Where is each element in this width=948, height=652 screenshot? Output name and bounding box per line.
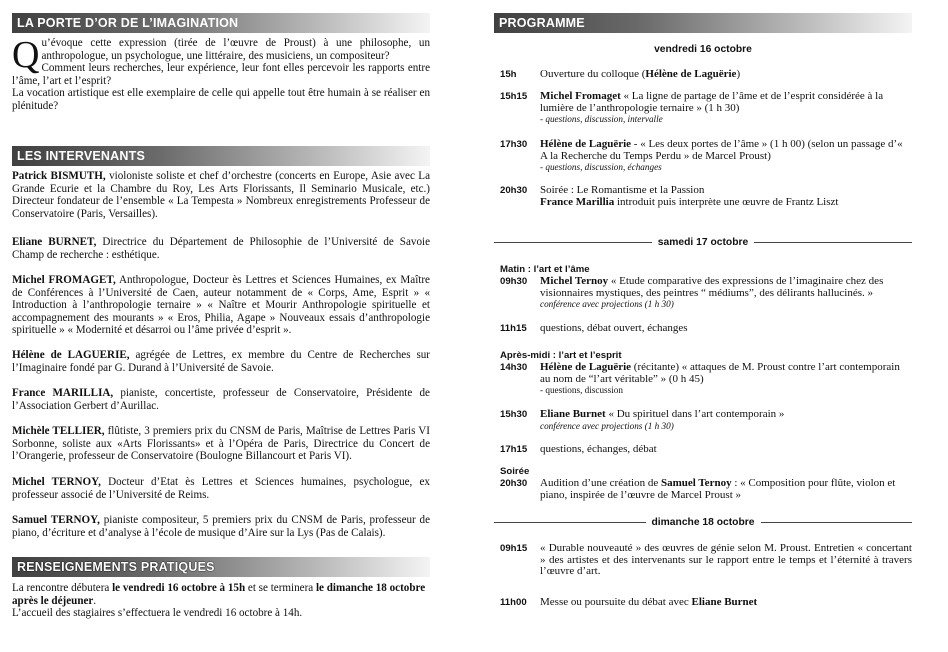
event-note: conférence avec projections (1 h 30) <box>540 299 674 310</box>
info-welcome: L’accueil des stagiaires s’effectuera le vendredi 16 octobre à 14h. <box>12 607 303 620</box>
event-row <box>500 543 912 578</box>
heading-renseignements: RENSEIGNEMENTS PRATIQUES <box>12 557 430 577</box>
event-desc: questions, débat ouvert, échanges <box>540 322 688 334</box>
day-samedi <box>494 237 912 248</box>
event-row <box>500 69 912 82</box>
divider <box>754 242 912 243</box>
speaker-name: Michèle TELLIER, <box>12 425 105 437</box>
event-time: 20h30 <box>500 185 528 196</box>
event-time: 11h00 <box>500 597 527 608</box>
event-time: 15h15 <box>500 91 528 102</box>
practical-info <box>12 582 430 620</box>
speaker-name: Eliane BURNET, <box>12 236 97 248</box>
event-note: - questions, discussion, échanges <box>540 162 662 173</box>
heading-porte-dor: LA PORTE D’OR DE L’IMAGINATION <box>12 13 430 33</box>
event-desc: Messe ou poursuite du débat avec Eliane Burnet <box>540 596 758 608</box>
info-text: et se terminera <box>245 582 316 594</box>
speaker-name: Hélène de LAGUERIE, <box>12 349 130 361</box>
event-row <box>500 478 912 501</box>
speaker-burnet <box>12 236 430 261</box>
divider <box>761 522 913 523</box>
intro-paragraph-3: La vocation artistique est elle exemplaire de celle qui appelle tout être humain à se réaliser en plénitude? <box>12 87 430 112</box>
event-row <box>500 362 912 396</box>
info-end: le dimanche 18 octobre après le déjeuner <box>12 582 426 607</box>
event-note: - questions, discussion, intervalle <box>540 114 663 125</box>
event-desc: Soirée : Le Romantisme et la Passion France Marillia introduit puis interprète une œuvre de Frantz Liszt <box>540 184 839 208</box>
event-desc: Hélène de Laguërie (récitante) « attaques de M. Proust contre l’art contemporain au nom de “l’art véritable” » (0 h 45) - questions, discussion <box>540 362 912 396</box>
event-note: conférence avec projections (1 h 30) <box>540 420 674 431</box>
speaker-name: Samuel TERNOY, <box>12 514 100 526</box>
event-row <box>500 91 912 125</box>
day-dimanche <box>494 517 912 528</box>
intro-text <box>12 34 430 113</box>
event-desc: Michel Ternoy « Etude comparative des expressions de l’imaginaire chez des visionnaires mystiques, des peintres “ médiums”, des délirants hallucinés. » conférence avec projections (1 h 30) <box>540 276 912 310</box>
speaker-bio: pianiste, concertiste, professeur de Conservatoire, Présidente de l’Association Gerbert d’Aurillac. <box>12 387 430 412</box>
speaker-bio: Docteur d’Etat ès Lettres et Sciences humaines, psychologue, ex professeur associé de l’Université de Reims. <box>12 476 430 501</box>
event-time: 15h30 <box>500 409 528 420</box>
event-row <box>500 444 912 457</box>
info-text: La rencontre débutera <box>12 582 113 594</box>
intro-paragraph-1: u’évoque cette expression (tirée de l’œuvre de Proust) à une philosophe, un anthropologue, un psychologue, une littéraire, des musiciens, un compositeur? <box>41 37 430 62</box>
section-soiree: Soirée <box>500 466 530 477</box>
divider <box>494 242 652 243</box>
speaker-s-ternoy <box>12 514 430 539</box>
event-row <box>500 597 912 610</box>
speaker-name: Michel FROMAGET, <box>12 274 116 286</box>
day-vendredi: vendredi 16 octobre <box>654 44 752 55</box>
event-desc: Ouverture du colloque (Hélène de Laguërie) <box>540 68 741 80</box>
speaker-bio: Anthropologue, Docteur ès Lettres et Sciences Humaines, ex Maître de Conférences à l’Université de Caen, auteur notamment de « Corps, Ame, Esprit » « Introduction à l’anthropologie ternaire » « Naître et Mourir Anthropologie spirituelle et accompagnement des mourants » « Eros, Philia, Agape » Nouveaux essais d’anthropologie spirituelle » « Modernité et désarroi ou l’âme privée d’esprit ». <box>12 274 430 337</box>
event-row <box>500 185 912 208</box>
event-time: 11h15 <box>500 323 527 334</box>
speaker-name: Michel TERNOY, <box>12 476 101 488</box>
speaker-laguerie <box>12 349 430 374</box>
section-apres-midi: Après-midi : l’art et l’esprit <box>500 350 622 361</box>
event-desc: « Durable nouveauté » des œuvres de génie selon M. Proust. Entretien « concertant » des artistes et des intervenants sur le rapport entre le temps et l’éternité à travers l’œuvre d’art. <box>540 542 912 578</box>
event-desc: Audition d’une création de Samuel Ternoy : « Composition pour flûte, violon et piano, inspirée de l’œuvre de Marcel Proust » <box>540 477 896 501</box>
event-time: 20h30 <box>500 478 528 489</box>
event-time: 15h <box>500 69 517 80</box>
drop-cap: Q <box>12 34 40 76</box>
intro-paragraph-2: Comment leurs recherches, leur expérience, leur font elles percevoir les rapports entre l’âme, l’art et l’esprit? <box>12 62 430 87</box>
event-row <box>500 323 912 336</box>
day-label: dimanche 18 octobre <box>651 517 755 528</box>
divider <box>494 522 646 523</box>
event-row <box>500 276 912 310</box>
event-row <box>500 139 912 173</box>
speaker-bio: agrégée de Lettres, ex membre du Centre de Recherches sur l’Imaginaire fondé par G. Durand à l’Université de Savoie. <box>12 349 430 374</box>
speaker-bismuth <box>12 170 430 220</box>
speaker-tellier <box>12 425 430 463</box>
speaker-marillia <box>12 387 430 412</box>
speaker-name: France MARILLIA, <box>12 387 114 399</box>
event-time: 17h30 <box>500 139 528 150</box>
info-start: le vendredi 16 octobre à 15h <box>112 582 246 594</box>
speaker-bio: violoniste soliste et chef d’orchestre (concerts en Europe, Asie avec La Grande Ecurie et la Chambre du Roy, Les Arts Florissants, Il Seminario Musicale, etc.) Directeur fondateur de l’ensemble « La Tempesta » Nombreux enregistrements Professeur de Conservatoire (Paris, Versailles). <box>12 170 430 220</box>
event-time: 09h30 <box>500 276 528 287</box>
heading-intervenants: LES INTERVENANTS <box>12 146 430 166</box>
speaker-bio: Directrice du Département de Philosophie de l’Université de Savoie Champ de recherche : esthétique. <box>12 236 431 261</box>
info-text: . <box>93 594 97 607</box>
event-time: 09h15 <box>500 543 528 554</box>
speaker-name: Patrick BISMUTH, <box>12 170 106 182</box>
event-row <box>500 409 912 431</box>
speaker-fromaget <box>12 274 430 337</box>
event-time: 17h15 <box>500 444 528 455</box>
speaker-m-ternoy <box>12 476 430 501</box>
event-time: 14h30 <box>500 362 528 373</box>
heading-programme: PROGRAMME <box>494 13 912 33</box>
day-label: samedi 17 octobre <box>657 237 749 248</box>
speaker-bio: pianiste compositeur, 5 premiers prix du CNSM de Paris, professeur de piano, d’écriture et d’analyse à l’école de musique d’Aire sur la Lys (Pas de Calais). <box>12 514 430 539</box>
event-desc: Michel Fromaget « La ligne de partage de l’âme et de l’esprit considérée à la lumière de l’anthropologie ternaire » (1 h 30) - questions, discussion, intervalle <box>540 91 912 125</box>
event-desc: Hélène de Laguërie - « Les deux portes de l’âme » (1 h 00) (selon un passage d’« A la Recherche du Temps Perdu » de Marcel Proust) - questions, discussion, échanges <box>540 139 912 173</box>
event-desc: Eliane Burnet « Du spirituel dans l’art contemporain » conférence avec projections (1 h 30) <box>540 409 912 431</box>
event-note: - questions, discussion <box>540 385 623 396</box>
event-desc: questions, échanges, débat <box>540 443 657 455</box>
speaker-bio: flûtiste, 3 premiers prix du CNSM de Paris, Maîtrise de Lettres Paris VI Sorbonne, soliste aux «Arts Florissants» et à l’Opéra de Paris, Directrice du Concert de l’Orangerie, professeur de Conservatoire (Boulogne Billancourt et Paris VI). <box>12 425 431 463</box>
section-matin: Matin : l’art et l’âme <box>500 264 590 275</box>
